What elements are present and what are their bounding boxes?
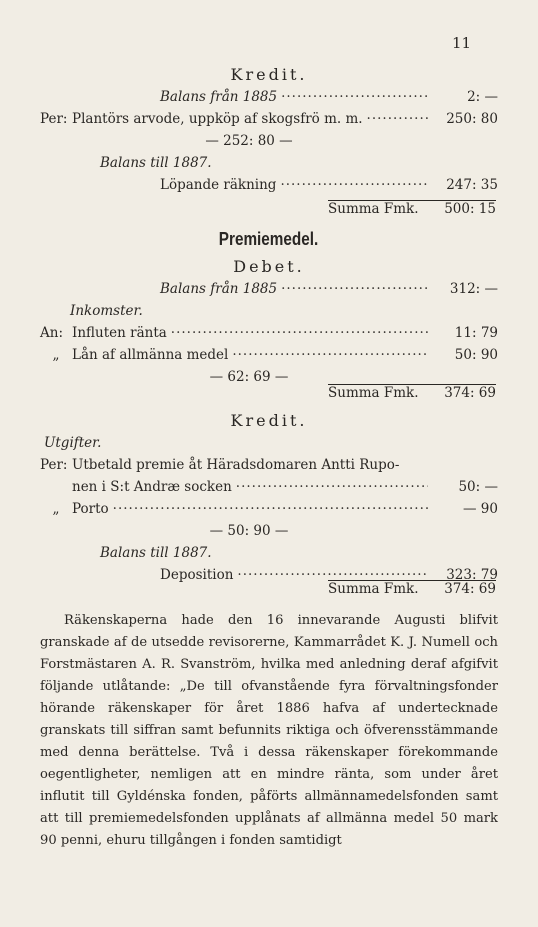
body-paragraph bbox=[40, 610, 498, 852]
ledger-row bbox=[40, 108, 498, 130]
ditto-mark: „ bbox=[52, 501, 60, 517]
ledger-row bbox=[40, 498, 498, 520]
summa-rule bbox=[328, 384, 496, 407]
balans-fran-amount: 312: — bbox=[449, 281, 498, 297]
subtotal: — 50: 90 — bbox=[209, 523, 289, 539]
dot-leader bbox=[236, 476, 428, 498]
dot-leader bbox=[281, 86, 428, 108]
balans-till-label: Balans till 1887. bbox=[100, 545, 212, 561]
plantors-label: Plantörs arvode, uppköp af skogsfrö m. m. bbox=[72, 111, 363, 127]
summa-amount: 374: 69 bbox=[444, 581, 496, 597]
kredit-heading: Kredit. bbox=[230, 411, 308, 430]
inkomster-label: Inkomster. bbox=[70, 303, 143, 319]
utbetald-line2: nen i S:t Andræ socken bbox=[72, 479, 232, 495]
ledger-row bbox=[40, 344, 498, 366]
utgifter-label: Utgifter. bbox=[44, 435, 102, 451]
dot-leader bbox=[367, 108, 428, 130]
balans-fran-label: Balans från 1885 bbox=[160, 89, 278, 105]
lopande-amount: 247: 35 bbox=[446, 177, 498, 193]
ledger-row bbox=[40, 278, 498, 300]
summa-rule bbox=[328, 200, 496, 223]
subtotal: — 252: 80 — bbox=[205, 133, 293, 149]
ledger-row bbox=[40, 476, 498, 498]
paragraph-text: Räkenskaperna hade den 16 innevarande Augusti blifvit granskade af de utsedde revisorerne, Kammarrådet K. J. Numell och Forstmästaren A. R. Svanström, hvilka med anledning deraf afgifvit följande utlåtande: „De till ofvanstående fyra förvaltningsfonder hörande räkenskaper för året 1886 hafva af undertecknade granskats till siffran samt befunnits riktiga och öfverensstämmande med denna berättelse. Två i dessa räkenskaper förekommande oegentligheter, nemligen att en mindre ränta, som under året influtit till Gyldénska fonden, påförts allmännamedelsfonden samt att till premiemedelsfonden upplånats af allmänna medel 50 mark 90 penni, ehuru tillgången i fonden samtidigt bbox=[40, 613, 498, 848]
influten-amount: 11: 79 bbox=[454, 325, 498, 341]
per-prefix: Per: bbox=[40, 457, 68, 473]
page-number: 11 bbox=[452, 34, 472, 52]
summa-amount: 374: 69 bbox=[444, 385, 496, 401]
summa-rule bbox=[328, 580, 496, 603]
deposition-amount: 323: 79 bbox=[446, 567, 498, 583]
plantors-amount: 250: 80 bbox=[446, 111, 498, 127]
kredit-subsection bbox=[40, 410, 498, 586]
ditto-mark: „ bbox=[52, 347, 60, 363]
deposition-label: Deposition bbox=[160, 567, 234, 583]
utbetald-amount: 50: — bbox=[458, 479, 498, 495]
kredit-section bbox=[40, 64, 498, 196]
ledger-row bbox=[40, 86, 498, 108]
dot-leader bbox=[113, 498, 428, 520]
dot-leader bbox=[281, 278, 428, 300]
lopande-label: Löpande räkning bbox=[160, 177, 277, 193]
debet-heading: Debet. bbox=[233, 257, 305, 276]
utbetald-line1: Utbetald premie åt Häradsdomaren Antti Rupo- bbox=[72, 457, 400, 473]
lan-label: Lån af allmänna medel bbox=[72, 347, 229, 363]
balans-fran-amount: 2: — bbox=[467, 89, 498, 105]
porto-amount: — 90 bbox=[463, 501, 498, 517]
balans-fran-label: Balans från 1885 bbox=[160, 281, 278, 297]
influten-label: Influten ränta bbox=[72, 325, 167, 341]
ledger-row bbox=[40, 322, 498, 344]
premiemedel-section bbox=[40, 228, 498, 388]
summa-amount: 500: 15 bbox=[444, 201, 496, 217]
kredit-heading: Kredit. bbox=[230, 65, 308, 84]
subtotal: — 62: 69 — bbox=[209, 369, 289, 385]
ledger-row bbox=[40, 174, 498, 196]
summa-label: Summa Fmk. bbox=[328, 201, 419, 217]
porto-label: Porto bbox=[72, 501, 109, 517]
per-prefix: Per: bbox=[40, 111, 68, 127]
balans-till-label: Balans till 1887. bbox=[100, 155, 212, 171]
dot-leader bbox=[280, 174, 428, 196]
lan-amount: 50: 90 bbox=[454, 347, 498, 363]
summa-label: Summa Fmk. bbox=[328, 385, 419, 401]
section-title: Premiemedel. bbox=[219, 229, 319, 249]
summa-label: Summa Fmk. bbox=[328, 581, 419, 597]
dot-leader bbox=[232, 344, 428, 366]
dot-leader bbox=[171, 322, 428, 344]
an-prefix: An: bbox=[40, 325, 63, 341]
